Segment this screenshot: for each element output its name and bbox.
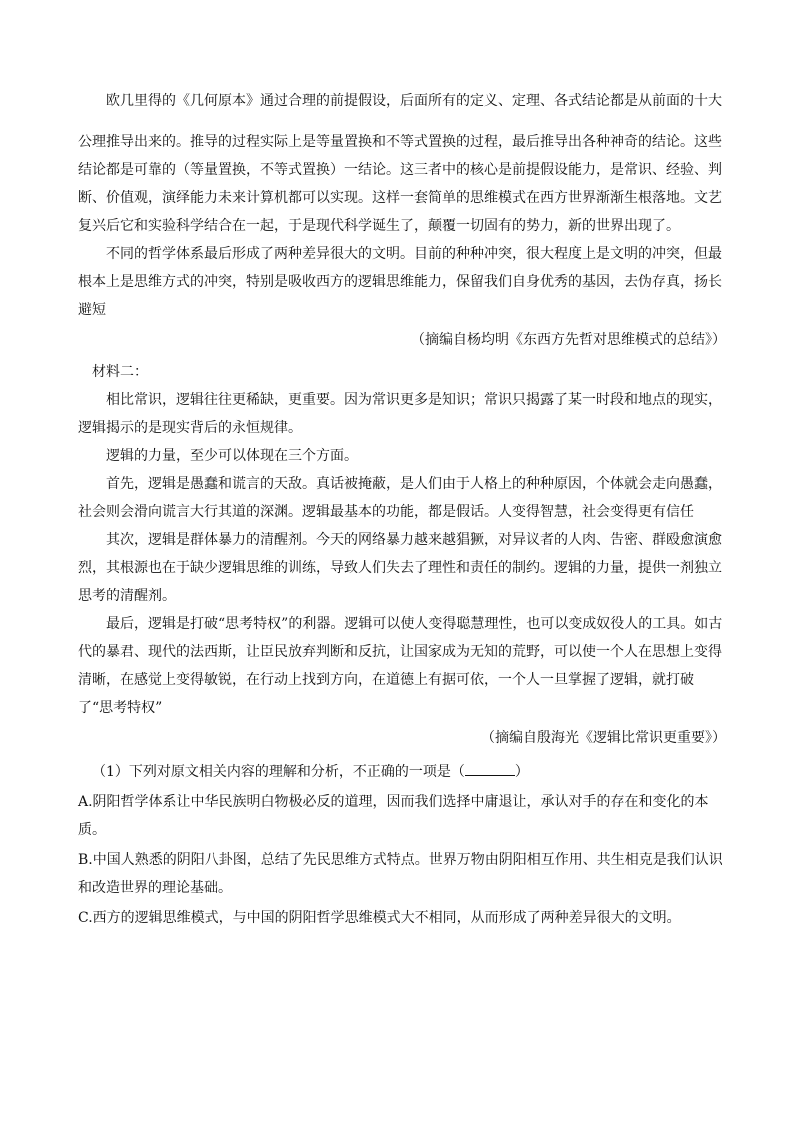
option-c: C.西方的逻辑思维模式，与中国的阴阳哲学思维模式大不相同，从而形成了两种差异很大的文明。 — [78, 910, 681, 926]
material1-source: （摘编自杨均明《东西方先哲对思维模式的总结》） — [411, 332, 726, 348]
option-a: A.阴阳哲学体系让中华民族明白物极必反的道理，因而我们选择中庸退让，承认对手的存在和变化的本质。 — [78, 794, 709, 838]
material2-para1: 相比常识，逻辑往往更稀缺，更重要。因为常识更多是知识；常识只揭露了某一时段和地点的现实，逻辑揭示的是现实背后的永恒规律。 — [78, 392, 722, 436]
material2-para2: 逻辑的力量，至少可以体现在三个方面。 — [106, 448, 358, 464]
text-column — [78, 87, 726, 932]
material1-para1-rest: 公理推导出来的。推导的过程实际上是等量置换和不等式置换的过程，最后推导出各种神奇的结论。这些结论都是可靠的（等量置换，不等式置换）一结论。这三者中的核心是前提假设能力，是常识、经验、判断、价值观，演绎能力未来计算机都可以实现。这样一套简单的思维模式在西方世界渐渐生根落地。文艺复兴后它和实验科学结合在一起，于是现代科学诞生了，颠覆一切固有的势力，新的世界出现了。 — [78, 134, 722, 234]
material2-source: （摘编自殷海光《逻辑比常识更重要》） — [481, 730, 726, 746]
question-stem-close: ） — [514, 764, 529, 780]
material2-para5: 最后，逻辑是打破“思考特权”的利器。逻辑可以使人变得聪慧理性，也可以变成奴役人的工具。如古代的暴君、现代的法西斯，让臣民放弃判断和反抗，让国家成为无知的荒野，可以使一个人在思想上变得清晰，在感觉上变得敏锐，在行动上找到方向，在道德上有据可依，一个人一旦掌握了逻辑，就打破了“思考特权” — [78, 616, 723, 716]
material1-para2: 不同的哲学体系最后形成了两种差异很大的文明。目前的种种冲突，很大程度上是文明的冲突，但最根本上是思维方式的冲突，特别是吸收西方的逻辑思维能力，保留我们自身优秀的基因，去伪存真，扬长避短 — [78, 246, 722, 318]
question-stem — [78, 758, 726, 786]
answer-blank[interactable] — [465, 761, 515, 776]
material1-para1-line1: 欧几里得的《几何原本》通过合理的前提假设，后面所有的定义、定理、各式结论都是从前面的十大 — [106, 93, 722, 109]
question-stem-text: （1）下列对原文相关内容的理解和分析，不正确的一项是（ — [92, 764, 465, 780]
option-b: B.中国人熟悉的阴阳八卦图，总结了先民思维方式特点。世界万物由阴阳相互作用、共生相克是我们认识和改造世界的理论基础。 — [78, 852, 723, 896]
material2-para3: 首先，逻辑是愚蠢和谎言的天敌。真话被掩蔽，是人们由于人格上的种种原因，个体就会走向愚蠢，社会则会滑向谎言大行其道的深渊。逻辑最基本的功能，都是假话。人变得智慧，社会变得更有信任 — [78, 476, 722, 520]
material2-para4: 其次，逻辑是群体暴力的清醒剂。今天的网络暴力越来越猖獗，对异议者的人肉、告密、群殴愈演愈烈，其根源也在于缺少逻辑思维的训练，导致人们失去了理性和责任的制约。逻辑的力量，提供一剂独立思考的清醒剂。 — [78, 532, 722, 604]
material2-label: 材料二： — [92, 364, 148, 380]
